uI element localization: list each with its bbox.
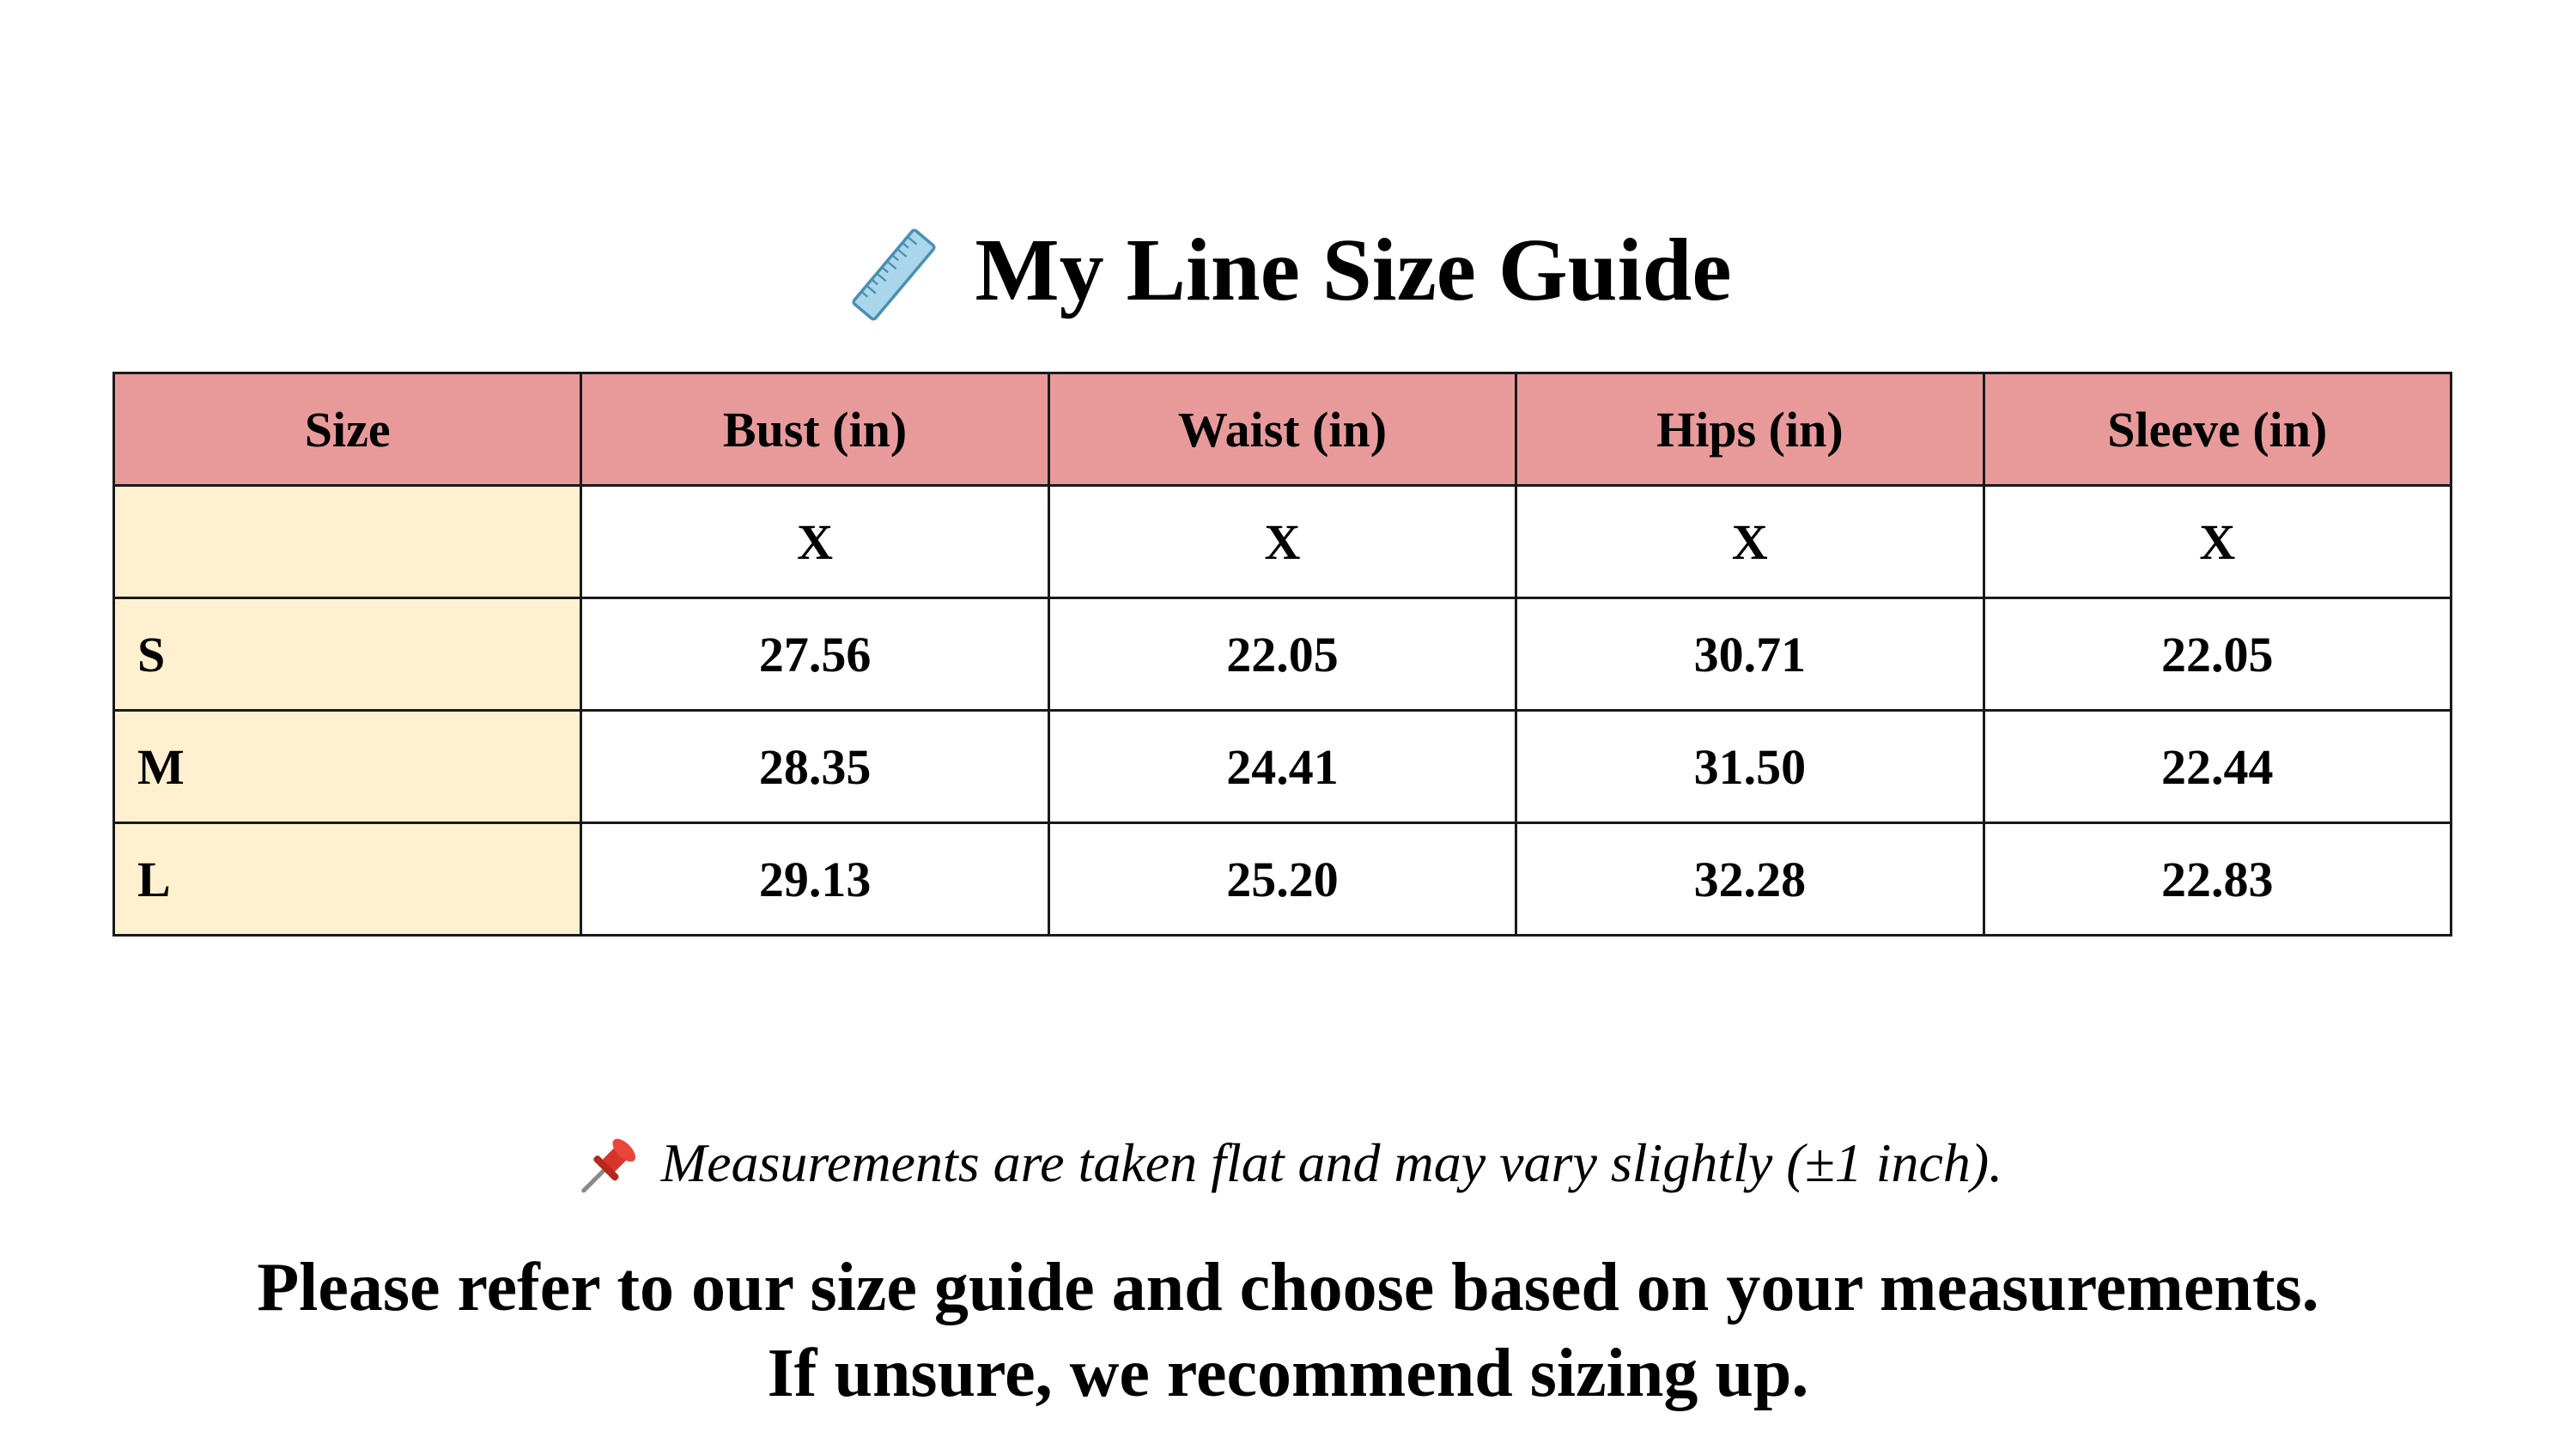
table-row [114, 598, 2451, 711]
size-cell: S [114, 598, 581, 711]
bust-cell: 27.56 [581, 598, 1048, 711]
title-row [0, 202, 2576, 339]
bust-cell: 28.35 [581, 711, 1048, 823]
bust-cell: 29.13 [581, 823, 1048, 936]
size-table [112, 372, 2452, 937]
hips-cell: 31.50 [1516, 711, 1984, 823]
header-hips: Hips (in) [1516, 373, 1984, 486]
size-cell: M [114, 711, 581, 823]
straight-ruler-icon [844, 225, 944, 324]
hips-cell: 32.28 [1516, 823, 1984, 936]
footer-line-2: If unsure, we recommend sizing up. [767, 1336, 1809, 1411]
waist-cell: X [1048, 486, 1516, 598]
page-title: My Line Size Guide [975, 221, 1732, 319]
size-cell [114, 486, 581, 598]
sleeve-cell: 22.83 [1984, 823, 2451, 936]
waist-cell: 24.41 [1048, 711, 1516, 823]
table-row [114, 711, 2451, 823]
header-bust: Bust (in) [581, 373, 1048, 486]
pushpin-icon [574, 1127, 646, 1199]
sleeve-cell: 22.05 [1984, 598, 2451, 711]
hips-cell: X [1516, 486, 1984, 598]
footer-line-1: Please refer to our size guide and choose based on your measurements. [257, 1250, 2319, 1325]
size-cell: L [114, 823, 581, 936]
sleeve-cell: 22.44 [1984, 711, 2451, 823]
measurement-note [0, 1116, 2576, 1210]
sleeve-cell: X [1984, 486, 2451, 598]
header-waist: Waist (in) [1048, 373, 1516, 486]
header-sleeve: Sleeve (in) [1984, 373, 2451, 486]
table-row [114, 486, 2451, 598]
waist-cell: 25.20 [1048, 823, 1516, 936]
header-size: Size [114, 373, 581, 486]
table-row [114, 823, 2451, 936]
hips-cell: 30.71 [1516, 598, 1984, 711]
bust-cell: X [581, 486, 1048, 598]
note-text: Measurements are taken flat and may vary slightly (±1 inch). [660, 1132, 2003, 1193]
table-header-row [114, 373, 2451, 486]
waist-cell: 22.05 [1048, 598, 1516, 711]
footer-message [0, 1245, 2576, 1416]
